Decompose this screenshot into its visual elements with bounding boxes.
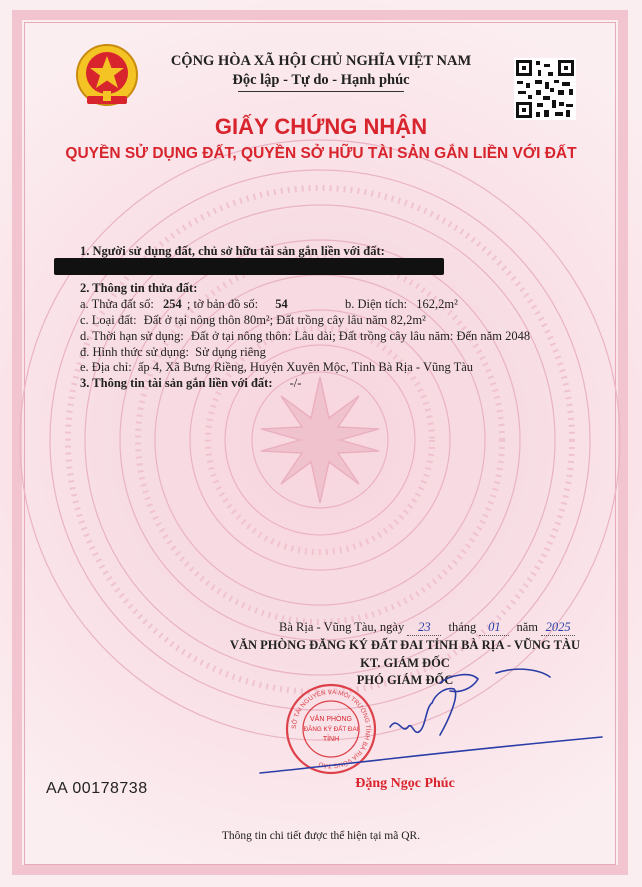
land-type-label: c. Loại đất: [80, 313, 137, 327]
signing-month: 01 [479, 620, 509, 636]
redacted-owner-name [54, 258, 444, 275]
usage-form-value: Sử dụng riêng [195, 345, 266, 359]
signing-place: Bà Rịa - Vũng Tàu, ngày [279, 620, 405, 634]
certificate-title: GIẤY CHỨNG NHẬN [214, 114, 428, 139]
issuing-office: VĂN PHÒNG ĐĂNG KÝ ĐẤT ĐAI TỈNH BÀ RỊA - VŨNG TÀU [229, 638, 581, 652]
parcel-number-value: 254 [163, 297, 182, 311]
land-type-row [80, 313, 426, 328]
certificate-subtitle: QUYỀN SỬ DỤNG ĐẤT, QUYỀN SỞ HỮU TÀI SẢN GẮN LIỀN VỚI ĐẤT [65, 145, 577, 162]
area-label: b. Diện tích: [345, 297, 408, 311]
country-name: CỘNG HÒA XÃ HỘI CHỦ NGHĨA VIỆT NAM [170, 53, 472, 69]
signing-year: 2025 [541, 620, 575, 636]
map-sheet-value: 54 [275, 297, 288, 311]
qr-footer-note: Thông tin chi tiết được thể hiện tại mã QR. [221, 830, 421, 842]
address-label: e. Địa chỉ: [80, 360, 132, 374]
signing-date [279, 620, 575, 636]
certificate-serial: AA 00178738 [46, 780, 148, 797]
section-1-heading: 1. Người sử dụng đất, chủ sở hữu tài sản gắn liền với đất: [80, 244, 385, 258]
usage-form-label: đ. Hình thức sử dụng: [80, 345, 190, 359]
year-label: năm [516, 620, 539, 634]
area-value: 162,2m² [416, 297, 458, 311]
address-row [80, 360, 473, 375]
motto-underline [238, 91, 404, 92]
deputy-director: PHÓ GIÁM ĐỐC [356, 673, 454, 687]
stamp-text-line2: ĐĂNG KÝ ĐẤT ĐAI [303, 726, 359, 733]
stamp-ring-text: SỞ TÀI NGUYÊN VÀ MÔI TRƯỜNG TỈNH BÀ RỊA VŨNG TÀU [290, 688, 372, 770]
stamp-text-line1: VĂN PHÒNG [309, 716, 353, 723]
parcel-number-label: a. Thửa đất số: [80, 297, 154, 311]
map-sheet-label: ; tờ bản đồ số: [186, 297, 259, 311]
parcel-number-row [80, 297, 288, 312]
usage-term-label: d. Thời hạn sử dụng: [80, 329, 184, 343]
usage-term-row [80, 329, 530, 344]
section-3-value: -/- [289, 376, 302, 390]
address-value: ấp 4, Xã Bưng Riềng, Huyện Xuyên Mộc, Tỉnh Bà Rịa - Vũng Tàu [137, 360, 474, 374]
month-label: tháng [448, 620, 477, 634]
land-type-value: Đất ở tại nông thôn 80m²; Đất trồng cây lâu năm 82,2m² [143, 313, 426, 327]
usage-term-value: Đất ở tại nông thôn: Lâu dài; Đất trồng cây lâu năm: Đến năm 2048 [190, 329, 531, 343]
section-3-row [80, 376, 301, 391]
section-3-heading: 3. Thông tin tài sản gắn liền với đất: [80, 376, 273, 390]
national-motto: Độc lập - Tự do - Hạnh phúc [232, 72, 410, 88]
signing-day: 23 [407, 620, 441, 636]
stamp-text-line3: TỈNH [322, 736, 340, 743]
area-row [345, 297, 458, 312]
section-2-heading: 2. Thông tin thửa đất: [80, 281, 198, 295]
signer-name: Đặng Ngọc Phúc [355, 776, 455, 791]
handwritten-signature [250, 665, 620, 785]
usage-form-row [80, 345, 266, 360]
kt-director: KT. GIÁM ĐỐC [360, 656, 450, 670]
